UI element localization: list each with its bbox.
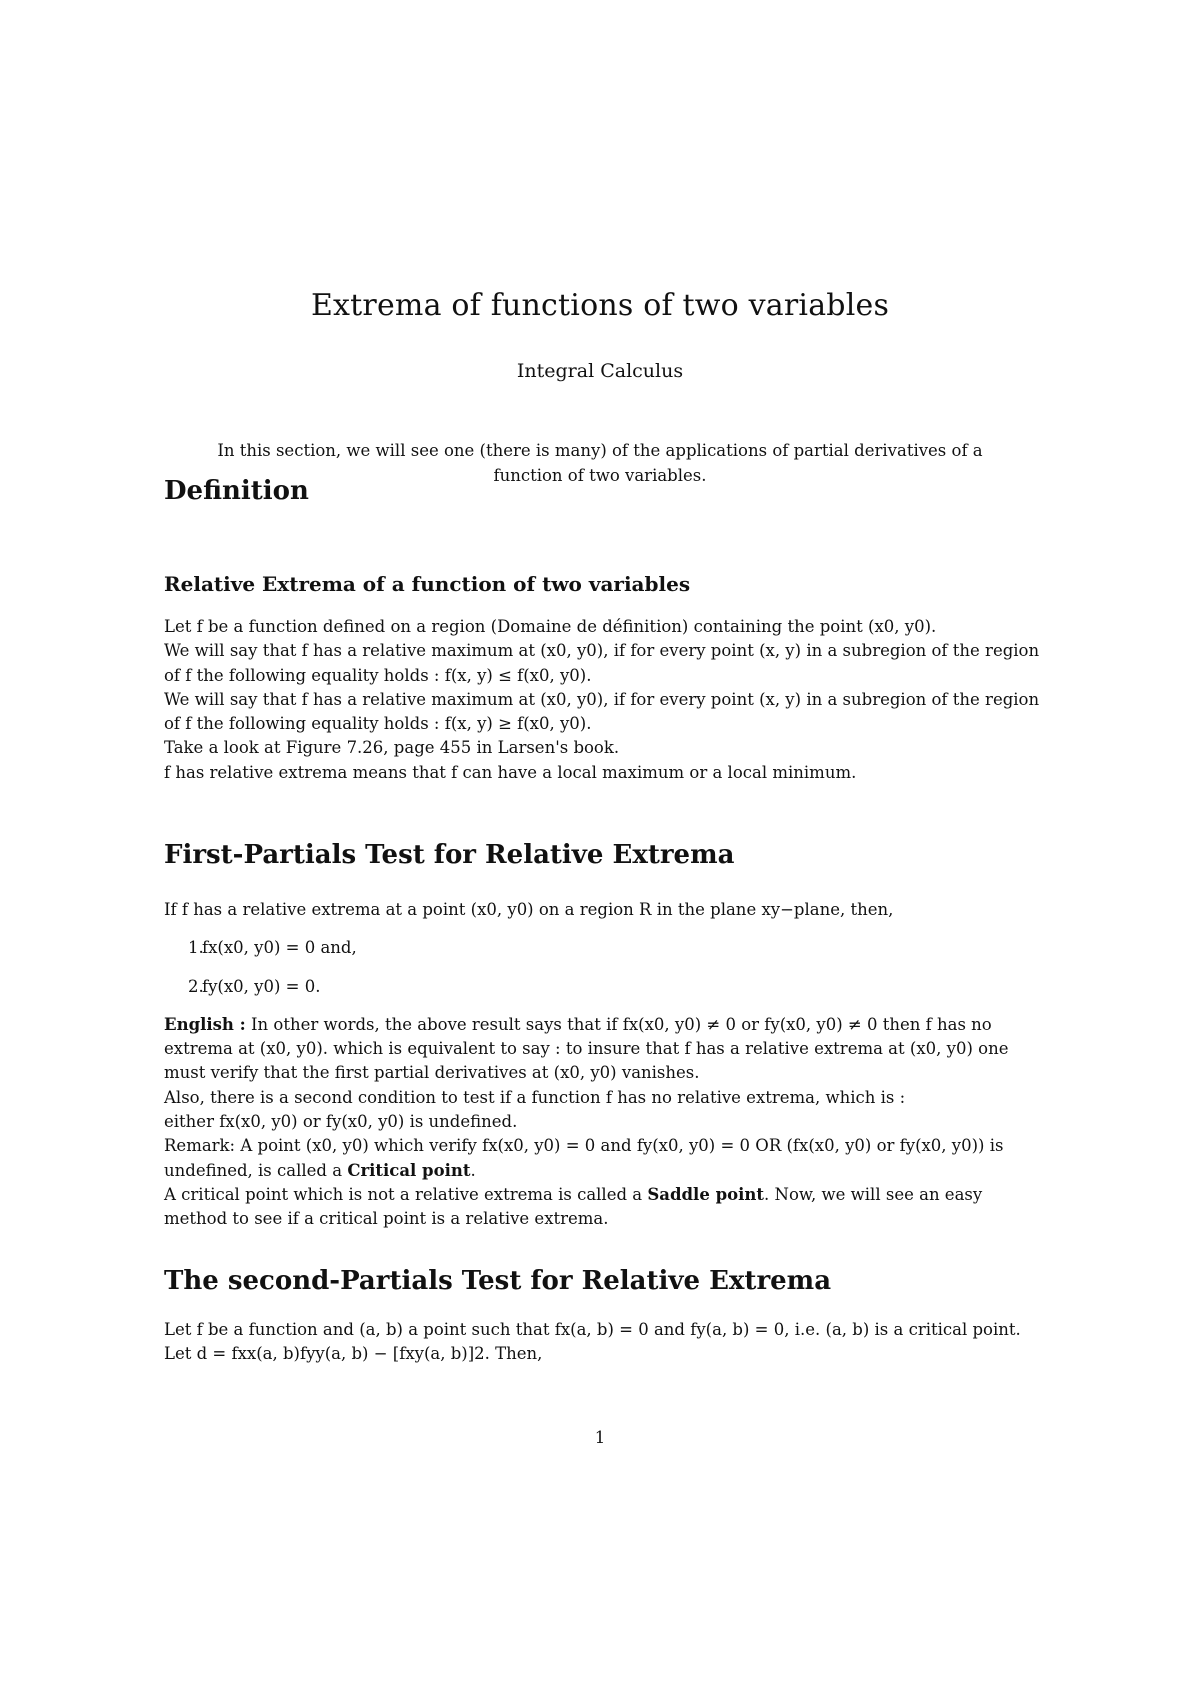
condition-item — [164, 936, 1044, 960]
saddle-point-term: Saddle point — [647, 1184, 764, 1204]
english-text: In other words, the above result says that if fx(x0, y0) ≠ 0 or fy(x0, y0) ≠ 0 then f has no extrema at (x0, y0). which is equivalent to say : to insure that f has a relative extrema at (x0, y0) one must verify that the first partial derivatives at (x0, y0) vanishes. — [164, 1014, 1009, 1083]
also-line: Also, there is a second condition to test if a function f has no relative extrema, which is : — [164, 1087, 906, 1107]
critical-point-term: Critical point — [347, 1160, 471, 1180]
section-heading-second-partials: The second-Partials Test for Relative Extrema — [164, 1266, 832, 1296]
second-partials-line: Let d = fxx(a, b)fyy(a, b) − [fxy(a, b)]2. Then, — [164, 1344, 543, 1364]
remark-paragraph: Remark: A point (x0, y0) which verify fx(x0, y0) = 0 and fy(x0, y0) = 0 OR (fx(x0, y0) or fy(x0, y0)) is undefined, is called a Critical point. — [164, 1136, 1004, 1180]
first-partials-intro: If f has a relative extrema at a point (x0, y0) on a region R in the plane xy−plane, then, — [164, 900, 894, 919]
second-partials-line: Let f be a function and (a, b) a point such that fx(a, b) = 0 and fy(a, b) = 0, i.e. (a, b) is a critical point. — [164, 1320, 1021, 1339]
definition-line: We will say that f has a relative maximum at (x0, y0), if for every point (x, y) in a subregion of the region of f the following equality holds : f(x, y) ≤ f(x0, y0). — [164, 641, 1040, 685]
second-partials-body — [164, 1318, 1044, 1367]
condition-number: 2. — [188, 976, 204, 996]
either-line: either fx(x0, y0) or fy(x0, y0) is undefined. — [164, 1112, 518, 1132]
first-partials-body — [164, 898, 1044, 1232]
saddle-pre: A critical point which is not a relative extrema is called a — [164, 1184, 643, 1204]
subsection-heading-relative-extrema: Relative Extrema of a function of two variables — [164, 572, 691, 596]
definition-body — [164, 615, 1044, 785]
english-paragraph — [164, 1013, 1044, 1086]
definition-line: Let f be a function defined on a region (Domaine de définition) containing the point (x0, y0). — [164, 617, 937, 636]
saddle-post: Now, we will see an easy method to see if a critical point is a relative extrema. — [164, 1184, 983, 1229]
condition-list — [164, 936, 1044, 999]
condition-number: 1. — [188, 938, 204, 958]
condition-text: fx(x0, y0) = 0 and, — [202, 938, 357, 958]
paper-title: Extrema of functions of two variables — [310, 288, 890, 323]
definition-line: f has relative extrema means that f can have a local maximum or a local minimum. — [164, 762, 857, 782]
section-heading-first-partials: First-Partials Test for Relative Extrema — [164, 840, 735, 870]
condition-item — [164, 975, 1044, 999]
page-number: 1 — [594, 1428, 606, 1447]
remark-text: Remark: A point (x0, y0) which verify fx(x0, y0) = 0 and fy(x0, y0) = 0 OR (fx(x0, y0) or fy(x0, y0)) is undefined, is called a — [164, 1136, 1004, 1180]
definition-line: We will say that f has a relative maximum at (x0, y0), if for every point (x, y) in a subregion of the region of f the following equality holds : f(x, y) ≥ f(x0, y0). — [164, 689, 1040, 734]
condition-text: fy(x0, y0) = 0. — [202, 976, 321, 996]
section-heading-definition: Definition — [164, 476, 309, 506]
abstract: In this section, we will see one (there is many) of the applications of partial derivatives of a function of two variables. — [217, 441, 983, 485]
definition-line: Take a look at Figure 7.26, page 455 in Larsen's book. — [164, 738, 620, 758]
english-label: English : — [164, 1014, 246, 1034]
saddle-paragraph: A critical point which is not a relative extrema is called a Saddle point. Now, we will see an easy method to see if a critical point is a relative extrema. — [164, 1184, 983, 1229]
paper-subtitle: Integral Calculus — [516, 360, 684, 382]
